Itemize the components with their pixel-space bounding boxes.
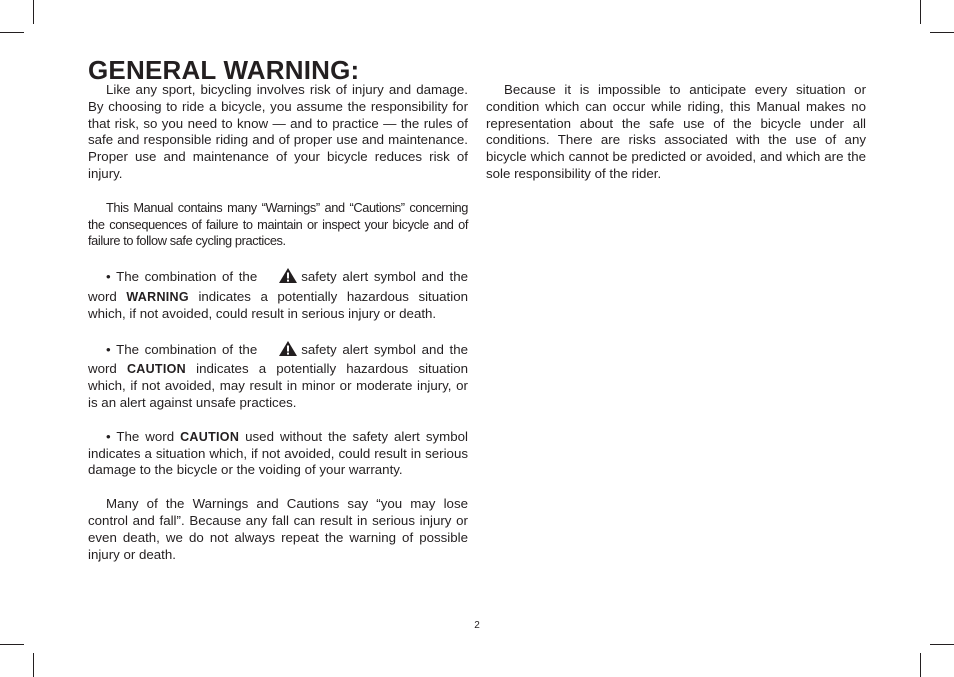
crop-mark-bottom-left-vertical <box>33 653 34 677</box>
caution-bullet-post: indicates a potentially hazardous situation which, if not avoided, may result in minor or moderate injury, or is an alert against unsafe practices. <box>88 361 468 410</box>
crop-mark-top-right-horizontal <box>930 32 954 33</box>
crop-mark-bottom-right-horizontal <box>930 644 954 645</box>
warning-bullet <box>88 267 468 322</box>
crop-mark-top-right-vertical <box>920 0 921 24</box>
caution-no-symbol-pre: • The word <box>106 428 175 444</box>
crop-mark-bottom-right-vertical <box>920 653 921 677</box>
crop-mark-top-left-vertical <box>33 0 34 24</box>
left-column <box>88 82 468 580</box>
warning-triangle-icon <box>260 340 298 362</box>
intro-paragraph: Like any sport, bicycling involves risk of injury and damage. By choosing to ride a bicycle, you assume the responsibility for that risk, so you need to know — and to practice — the rules of safe and responsible riding and of proper use and maintenance. Proper use and maintenance of your bicycle reduces risk of injury. <box>88 82 468 181</box>
warning-signal-word: WARNING <box>126 289 189 304</box>
crop-mark-top-left-horizontal <box>0 32 24 33</box>
fall-warning-paragraph: Many of the Warnings and Cautions say “you may lose control and fall”. Because any fall can result in serious injury or even death, we do not always repeat the warning of possible injury or death. <box>88 496 468 562</box>
manual-warnings-paragraph: This Manual contains many “Warnings” and “Cautions” concerning the consequences of failure to maintain or inspect your bicycle and of failure to follow safe cycling practices. <box>88 199 468 249</box>
right-column <box>486 82 866 200</box>
warning-bullet-pre: • The combination of the <box>106 269 258 285</box>
caution-bullet <box>88 340 468 412</box>
caution-no-symbol-post: used without the safety alert symbol indicates a situation which, if not avoided, could result in serious damage to the bicycle or the voiding of your warranty. <box>88 428 468 478</box>
warning-bullet-post: indicates a potentially hazardous situation which, if not avoided, could result in serious injury or death. <box>88 288 468 321</box>
risk-paragraph: Because it is impossible to anticipate every situation or condition which can occur while riding, this Manual makes no representation about the safe use of the bicycle under all conditions. There are risks associated with the use of any bicycle which cannot be predicted or avoided, and which are the sole responsibility of the rider. <box>486 82 866 181</box>
page-title: GENERAL WARNING: <box>88 55 360 85</box>
crop-mark-bottom-left-horizontal <box>0 644 24 645</box>
warning-bullet-mid: safety alert symbol and the word <box>88 269 468 304</box>
caution-no-symbol-bullet <box>88 429 468 479</box>
page-number: 2 <box>474 620 480 631</box>
caution-signal-word: CAUTION <box>126 362 186 377</box>
caution-bullet-mid: safety alert symbol and the word <box>88 341 468 377</box>
caution-bullet-pre: • The combination of the <box>106 341 258 357</box>
warning-triangle-icon <box>260 267 298 289</box>
caution-no-symbol-word: CAUTION <box>180 429 240 444</box>
